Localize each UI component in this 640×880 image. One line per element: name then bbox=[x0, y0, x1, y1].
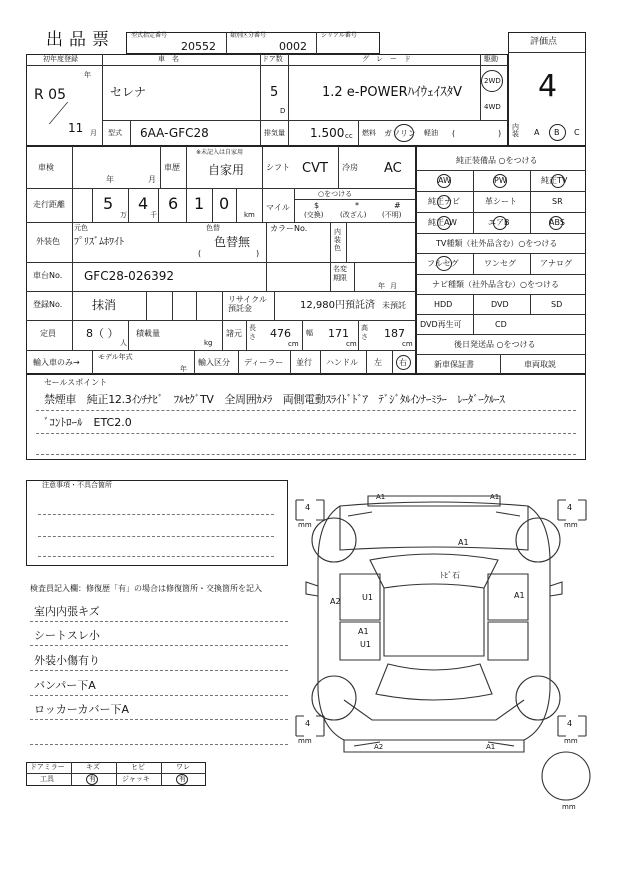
doors-value: 5 bbox=[270, 85, 279, 100]
legend-tools-yes: 有 bbox=[89, 775, 96, 783]
meter-sub-unknown: (不明) bbox=[382, 211, 402, 219]
ac-label: 冷房 bbox=[342, 163, 358, 172]
capacity-value: 8（ ） bbox=[86, 327, 119, 340]
later-title: 後日発送品 ○をつける bbox=[454, 340, 536, 349]
displacement-label: 排気量 bbox=[264, 129, 285, 137]
tire-fr-mm: mm bbox=[564, 521, 578, 529]
note-item-1: 室内内張キズ bbox=[34, 605, 100, 618]
handle-left: 左 bbox=[374, 358, 382, 367]
note-item-3: 外装小傷有り bbox=[34, 654, 100, 667]
legend-tools: 工具 bbox=[40, 775, 54, 783]
first-reg-label: 初年度登録 bbox=[43, 55, 78, 63]
dealer-option: ディーラー bbox=[244, 358, 284, 367]
mileage-man: 万 bbox=[120, 211, 127, 219]
type-no-value: 20552 bbox=[181, 40, 216, 53]
legend-mirror: ドアミラー bbox=[30, 763, 65, 771]
doors-suffix: D bbox=[280, 107, 286, 115]
notes-label: 注意事項・不具合箇所 bbox=[42, 481, 112, 489]
paren-open: ( bbox=[452, 129, 456, 138]
inspection-label: 車検 bbox=[38, 163, 54, 172]
spare-tire-mm: mm bbox=[562, 803, 576, 811]
width-label: 幅 bbox=[306, 329, 313, 337]
mileage-sen: 千 bbox=[150, 211, 157, 219]
note-item-5: ロッカーカバー下A bbox=[34, 703, 130, 716]
tv-analog: アナログ bbox=[540, 259, 572, 268]
shift-value: CVT bbox=[302, 161, 328, 176]
chassis-label: 車台No. bbox=[33, 271, 63, 280]
equip-leather: 革シート bbox=[485, 197, 517, 206]
meter-sub-altered: (改ざん) bbox=[340, 211, 367, 219]
year-unit: 年 bbox=[84, 71, 91, 79]
length-cm: cm bbox=[288, 340, 299, 348]
mileage-km: km bbox=[244, 211, 255, 219]
type-no-label: 型式指定番号 bbox=[131, 32, 168, 39]
mileage-digit-2: 4 bbox=[138, 194, 149, 213]
mileage-digit-3: 6 bbox=[168, 194, 179, 213]
later-manual: 車両取説 bbox=[524, 360, 556, 369]
cc-unit: cc bbox=[345, 132, 353, 140]
navi-cd: CD bbox=[495, 320, 507, 329]
meter-opt-replaced: $ bbox=[314, 201, 320, 210]
paren-open-2: ( bbox=[198, 249, 202, 258]
import-type-label: 輸入区分 bbox=[198, 358, 230, 367]
paren-close: ) bbox=[498, 129, 502, 138]
score-label: 評価点 bbox=[530, 37, 558, 47]
capacity-label: 定員 bbox=[40, 329, 56, 338]
model-year-label: モデル年式 bbox=[98, 353, 133, 361]
legend-jack-yes: 有 bbox=[179, 775, 186, 783]
equipment-title: 純正装備品 ○をつける bbox=[456, 156, 538, 165]
navi-title: ナビ種類（社外品含む）○をつける bbox=[432, 280, 559, 289]
orig-color-label: 元色 bbox=[74, 224, 88, 232]
width-cm: cm bbox=[346, 340, 357, 348]
inspection-year-unit: 年 bbox=[106, 175, 114, 184]
doors-label: ドア数 bbox=[262, 55, 283, 63]
mark-left-rear-door-2: U1 bbox=[360, 640, 371, 649]
model-year-unit: 年 bbox=[180, 365, 187, 373]
color-value: ﾌﾟﾘｽﾞﾑﾎﾜｲﾄ bbox=[74, 237, 124, 248]
mark-right-front-door: A1 bbox=[514, 591, 525, 600]
paren-close-2: ) bbox=[256, 249, 260, 258]
equip-aw: AW bbox=[438, 176, 451, 185]
tire-fr-depth: 4 bbox=[567, 503, 573, 512]
first-reg-era: R 05 bbox=[34, 87, 66, 103]
kg-unit: kg bbox=[204, 339, 213, 347]
car-name-label: 車 名 bbox=[158, 55, 179, 63]
light-oil-label: 軽油 bbox=[424, 129, 438, 137]
height-value: 187 bbox=[384, 327, 405, 340]
interior-b: B bbox=[554, 128, 560, 137]
legend-scratch: キズ bbox=[86, 763, 100, 771]
tire-rl-mm: mm bbox=[298, 737, 312, 745]
tv-fullseg: フルセグ bbox=[427, 259, 459, 268]
name-change-year: 年 bbox=[378, 282, 385, 290]
grade-value: 1.2 e-POWERﾊｲｳｪｲｽﾀV bbox=[322, 85, 463, 100]
navi-dvd: DVD bbox=[491, 300, 509, 309]
name-change-month: 月 bbox=[390, 282, 397, 290]
meter-sub-replaced: (交換) bbox=[304, 211, 324, 219]
chassis-value: GFC28-026392 bbox=[84, 269, 174, 283]
tv-title: TV種類（社外品含む）○をつける bbox=[436, 239, 558, 248]
equip-airbag: エアB bbox=[488, 218, 510, 227]
meter-opt-altered: * bbox=[355, 201, 359, 210]
mark-windshield: ﾄﾋﾞ石 bbox=[440, 571, 460, 580]
navi-hdd: HDD bbox=[434, 300, 453, 309]
reg-value: 抹消 bbox=[92, 298, 117, 312]
mileage-digit-1: 5 bbox=[103, 194, 114, 213]
tire-rr-depth: 4 bbox=[567, 719, 573, 728]
sales-line-1: 禁煙車 純正12.3ｲﾝﾁﾅﾋﾞ ﾌﾙｾｸﾞTV 全周囲ｶﾒﾗ 両側電動ｽﾗｲﾄﾞﾄﾞｱ ﾃﾞｼﾞﾀﾙｲﾝﾅｰﾐﾗｰ ﾚｰﾀﾞｰｸﾙｰｽ bbox=[44, 393, 505, 406]
mark-left-front-door: U1 bbox=[362, 593, 373, 602]
mark-left-rear-door-1: A1 bbox=[358, 627, 369, 636]
car-name: セレナ bbox=[110, 85, 147, 99]
meter-label: マイル bbox=[266, 203, 290, 212]
equip-pw: PW bbox=[494, 176, 507, 185]
shift-label: シフト bbox=[266, 163, 290, 172]
tire-fl-mm: mm bbox=[298, 521, 312, 529]
inspector-note: 検査員記入欄：修復歴「有」の場合は修復箇所・交換箇所を記入 bbox=[30, 584, 262, 593]
interior-label: 内装 bbox=[512, 123, 519, 138]
reg-label: 登録No. bbox=[33, 300, 63, 309]
fuel-label: 燃料 bbox=[362, 129, 376, 137]
grade-label: グ レ ー ド bbox=[362, 55, 411, 63]
handle-label: ハンドル bbox=[326, 358, 358, 367]
equip-alloy: 純正AW bbox=[428, 218, 457, 227]
legend-jack: ジャッキ bbox=[122, 775, 150, 783]
mark-front-bumper-right: A1 bbox=[490, 493, 500, 501]
score-value: 4 bbox=[538, 69, 558, 104]
length-value: 476 bbox=[270, 327, 291, 340]
paint-label: 色替 bbox=[206, 224, 220, 232]
recycle-unpaid: 未預託 bbox=[382, 301, 406, 310]
mark-left-fender: A2 bbox=[330, 597, 341, 606]
parallel-option: 並行 bbox=[296, 358, 312, 367]
interior-color-label: 内装色 bbox=[334, 228, 341, 252]
equip-sr: SR bbox=[552, 197, 563, 206]
person-unit: 人 bbox=[120, 339, 127, 347]
meter-note: ○をつける bbox=[318, 190, 353, 198]
later-warranty: 新車保証書 bbox=[434, 360, 474, 369]
height-label: 高さ bbox=[361, 324, 368, 341]
meter-opt-unknown: # bbox=[394, 201, 401, 210]
sales-line-2: ﾞｺﾝﾄﾛｰﾙ ETC2.0 bbox=[44, 416, 132, 429]
equip-navi: 純正ナビ bbox=[428, 197, 460, 206]
tv-oneseg: ワンセグ bbox=[484, 259, 516, 268]
fuel-value: ガソリン bbox=[384, 129, 416, 138]
recycle-label: リサイクル預託金 bbox=[228, 295, 267, 313]
recycle-value: 12,980円預託済 bbox=[300, 300, 375, 311]
model-label: 型式 bbox=[108, 129, 122, 137]
interior-c: C bbox=[574, 128, 580, 137]
equip-tv: 純正TV bbox=[541, 176, 568, 185]
width-value: 171 bbox=[328, 327, 349, 340]
displacement-value: 1.500 bbox=[310, 126, 345, 140]
month-unit: 月 bbox=[90, 129, 97, 137]
drive-2wd: 2WD bbox=[484, 77, 501, 85]
inspection-month-unit: 月 bbox=[148, 175, 156, 184]
color-label: 外装色 bbox=[36, 237, 60, 246]
length-label: 長さ bbox=[249, 324, 256, 341]
mark-front-bumper-left: A1 bbox=[376, 493, 386, 501]
legend-crack: ヒビ bbox=[131, 763, 145, 771]
dims-label: 諸元 bbox=[226, 329, 242, 338]
import-label: 輸入車のみ→ bbox=[33, 358, 80, 367]
note-item-4: バンパー下A bbox=[34, 679, 96, 692]
colorno-label: カラーNo. bbox=[270, 224, 308, 233]
tire-rr-mm: mm bbox=[564, 737, 578, 745]
note-item-2: シートスレ小 bbox=[34, 629, 100, 642]
mark-rear-bumper-left: A2 bbox=[374, 743, 384, 751]
tire-fl-depth: 4 bbox=[305, 503, 311, 512]
navi-sd: SD bbox=[551, 300, 563, 309]
load-label: 積載量 bbox=[136, 329, 160, 338]
mileage-digit-5: 0 bbox=[219, 194, 230, 213]
height-cm: cm bbox=[402, 340, 413, 348]
drive-4wd: 4WD bbox=[484, 103, 501, 111]
name-change-label: 名変期限 bbox=[333, 265, 347, 282]
mark-rear-bumper-right: A1 bbox=[486, 743, 496, 751]
mileage-digit-4: 1 bbox=[194, 194, 205, 213]
model-value: 6AA-GFC28 bbox=[140, 126, 209, 140]
document-title: 出品票 bbox=[46, 30, 115, 50]
repaint-value: 色替無 bbox=[214, 235, 251, 249]
ac-value: AC bbox=[384, 161, 402, 176]
tire-rl-depth: 4 bbox=[305, 719, 311, 728]
class-no-value: 0002 bbox=[279, 40, 307, 53]
serial-no-label: シリアル番号 bbox=[321, 32, 357, 39]
handle-right: 右 bbox=[399, 358, 407, 367]
first-reg-month: 11 bbox=[68, 121, 84, 135]
legend-break: ワレ bbox=[176, 763, 190, 771]
usage-note: ※未記入は自家用 bbox=[196, 149, 244, 156]
sales-label: セールスポイント bbox=[44, 378, 108, 387]
mark-hood: A1 bbox=[458, 538, 469, 547]
mileage-label: 走行距離 bbox=[33, 200, 65, 209]
navi-dvd-play: DVD再生可 bbox=[420, 320, 462, 329]
class-no-label: 類別区分番号 bbox=[230, 32, 267, 39]
interior-a: A bbox=[534, 128, 540, 137]
usage-value: 自家用 bbox=[208, 163, 245, 177]
drive-label: 駆動 bbox=[484, 55, 498, 63]
usage-label: 車歴 bbox=[164, 163, 180, 172]
equip-abs: ABS bbox=[549, 218, 565, 227]
